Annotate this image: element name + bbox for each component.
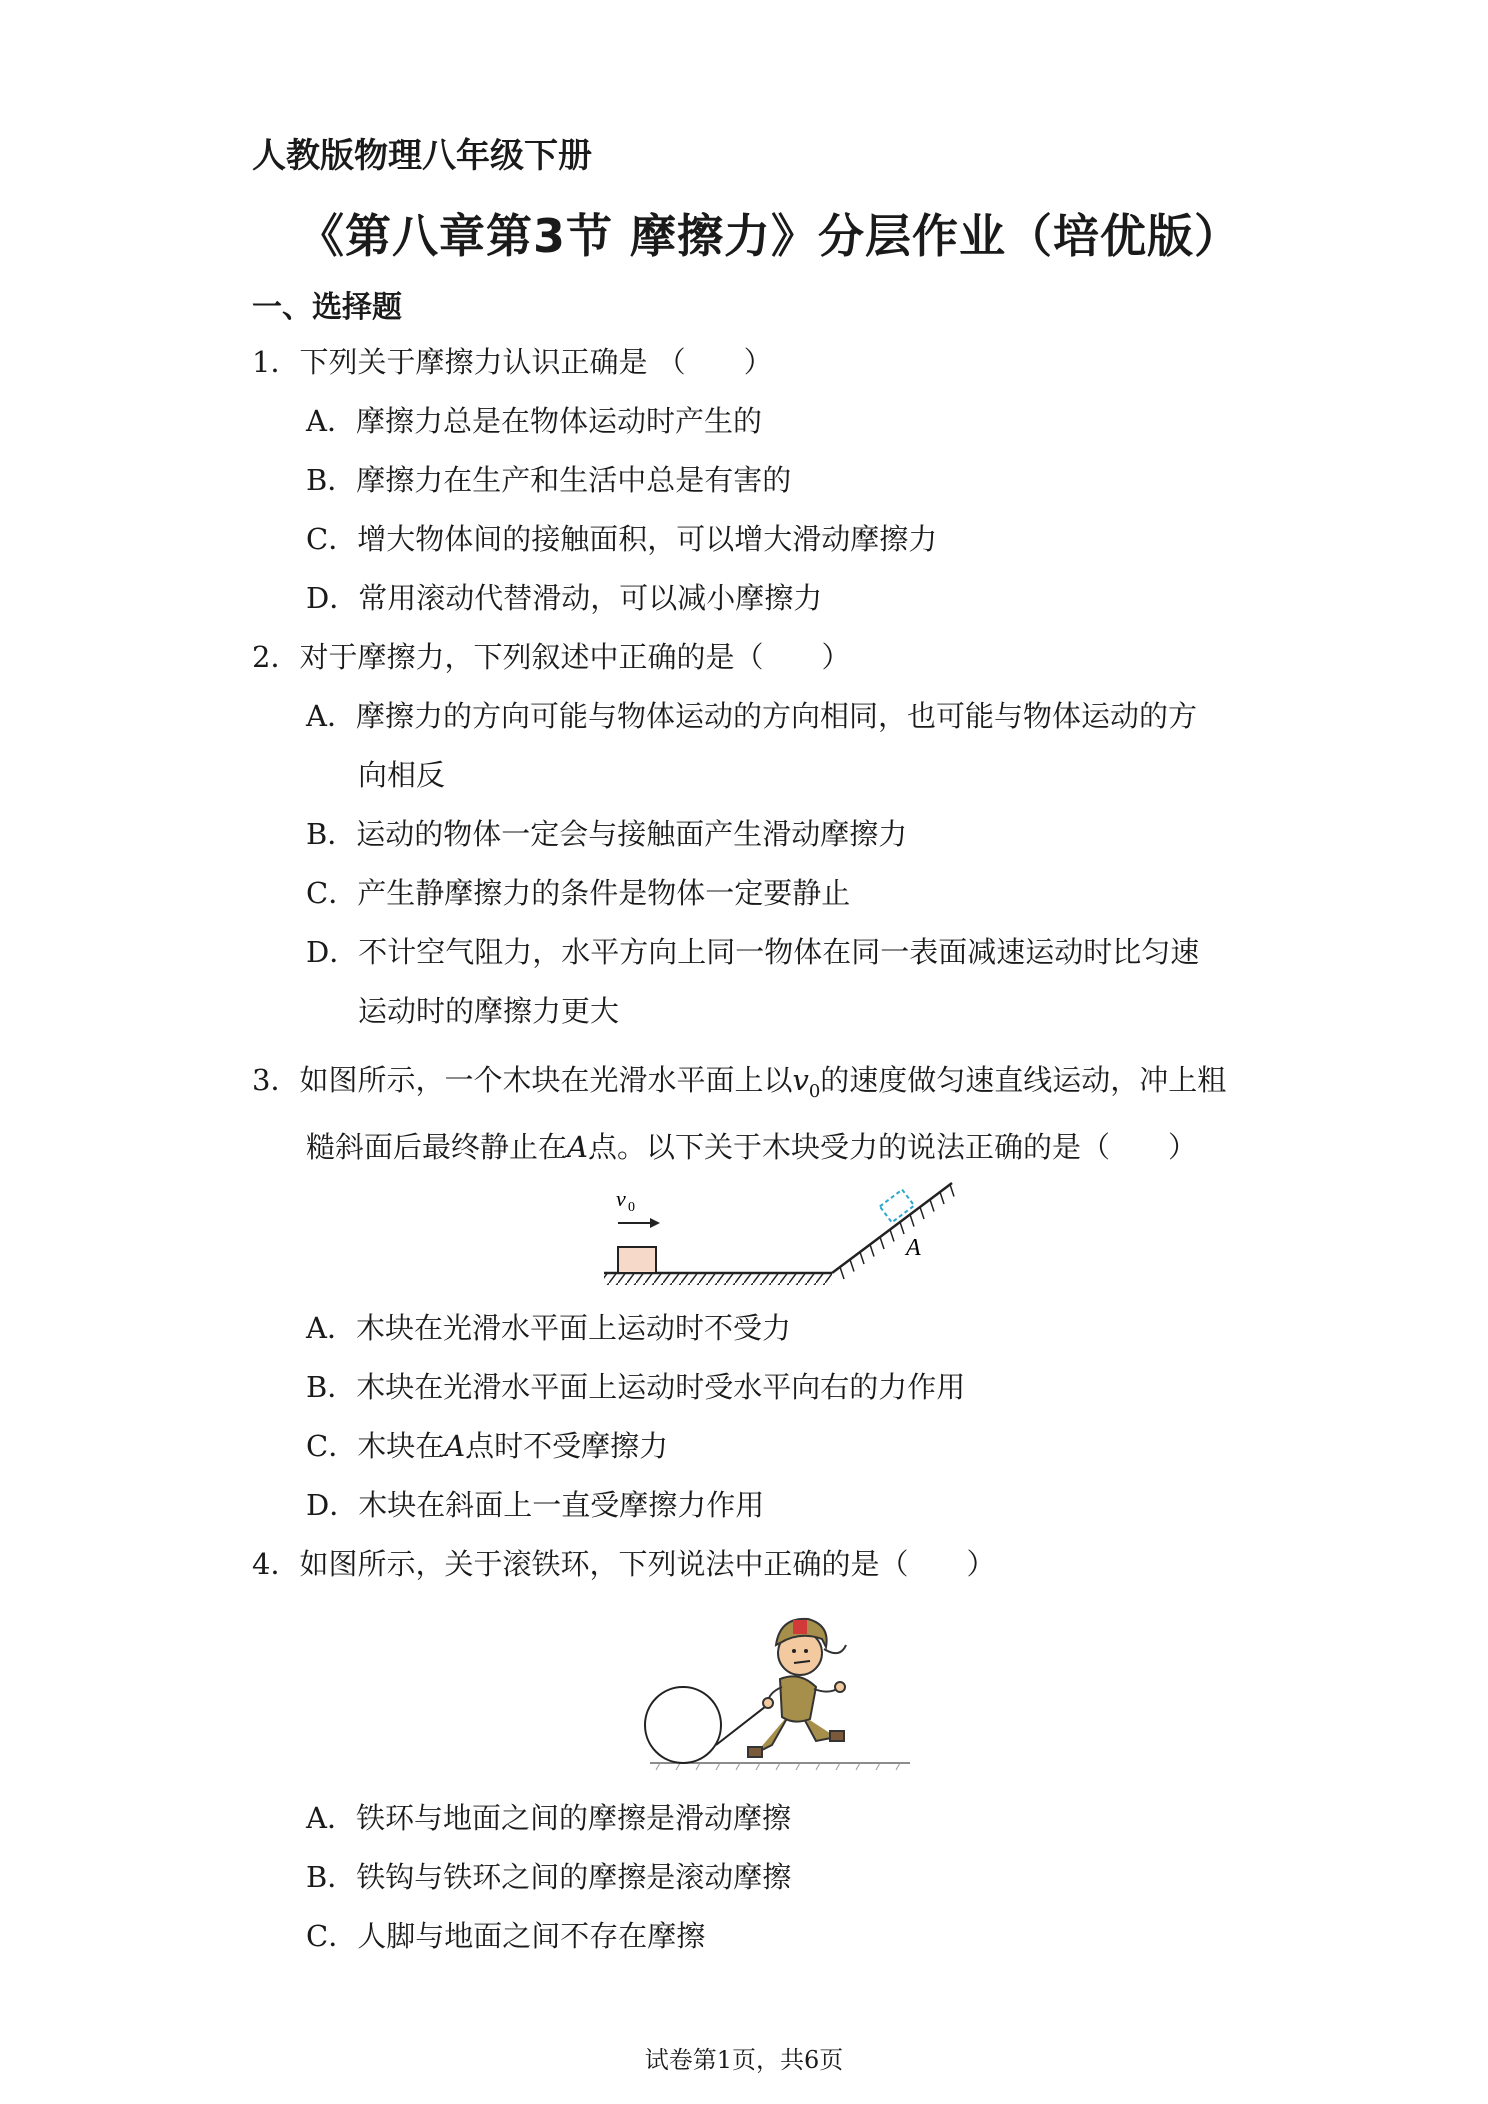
boy-eye <box>792 1649 796 1653</box>
question-1-option-c: C．增大物体间的接触面积，可以增大滑动摩擦力 <box>306 522 938 556</box>
question-1-option-b: B．摩擦力在生产和生活中总是有害的 <box>306 463 792 497</box>
stem-text: 的速度做匀速直线运动，冲上粗 <box>820 1063 1227 1097</box>
question-2-option-d-cont: 运动时的摩擦力更大 <box>358 994 620 1028</box>
book-header: 人教版物理八年级下册 <box>252 136 592 176</box>
question-3-option-a: A．木块在光滑水平面上运动时不受力 <box>306 1311 791 1345</box>
stem-text: 3．如图所示，一个木块在光滑水平面上以 <box>252 1063 793 1097</box>
question-4-stem: 4．如图所示，关于滚铁环，下列说法中正确的是（ ） <box>252 1547 996 1581</box>
incline-figure <box>600 1175 960 1295</box>
question-3-stem-line1 <box>252 1058 1226 1102</box>
iron-hoop <box>645 1687 721 1763</box>
question-1-stem: 1．下列关于摩擦力认识正确是 （ ） <box>252 345 773 379</box>
question-1-option-d: D．常用滚动代替滑动，可以减小摩擦力 <box>306 581 823 615</box>
page-title: 《第八章第3节 摩擦力》分层作业（培优版） <box>298 209 1242 263</box>
question-4-option-b: B．铁钩与铁环之间的摩擦是滚动摩擦 <box>306 1860 792 1894</box>
incline-hatch <box>840 1185 954 1280</box>
velocity-symbol: v <box>792 1063 809 1097</box>
point-label: A <box>444 1429 466 1463</box>
question-2-option-c: C．产生静摩擦力的条件是物体一定要静止 <box>306 876 851 910</box>
figure-a-label: A <box>906 1235 921 1261</box>
question-2-option-b: B．运动的物体一定会与接触面产生滑动摩擦力 <box>306 817 908 851</box>
stem-text: 糙斜面后最终静止在 <box>306 1130 568 1164</box>
section-heading: 一、选择题 <box>252 290 402 325</box>
figure-v-subscript: 0 <box>628 1200 635 1215</box>
dashed-block-at-a <box>880 1190 914 1223</box>
iron-hook <box>716 1703 770 1745</box>
question-3-option-c <box>306 1424 668 1465</box>
question-3-option-b: B．木块在光滑水平面上运动时受水平向右的力作用 <box>306 1370 966 1404</box>
page-footer: 试卷第1页，共6页 <box>644 2046 844 2074</box>
velocity-arrowhead <box>650 1218 660 1228</box>
point-label: A <box>567 1130 588 1164</box>
wood-block <box>618 1247 656 1273</box>
question-2-stem: 2．对于摩擦力，下列叙述中正确的是（ ） <box>252 640 851 674</box>
question-2-option-a: A．摩擦力的方向可能与物体运动的方向相同，也可能与物体运动的方 <box>306 699 1197 733</box>
question-3-option-d: D．木块在斜面上一直受摩擦力作用 <box>306 1488 765 1522</box>
boy-figure <box>748 1619 846 1757</box>
question-4-option-c: C．人脚与地面之间不存在摩擦 <box>306 1919 706 1953</box>
question-1-option-a: A．摩擦力总是在物体运动时产生的 <box>306 404 762 438</box>
ground-hatch <box>604 1274 832 1285</box>
stem-text: 点。以下关于木块受力的说法正确的是（ ） <box>587 1130 1197 1164</box>
question-4-option-a: A．铁环与地面之间的摩擦是滑动摩擦 <box>306 1801 791 1835</box>
figure-v-label: v <box>616 1186 626 1211</box>
option-text: C．木块在 <box>306 1429 445 1463</box>
hoop-rolling-illustration <box>640 1595 920 1775</box>
boy-eye <box>804 1649 808 1653</box>
option-text: 点时不受摩擦力 <box>465 1429 669 1463</box>
question-2-option-a-cont: 向相反 <box>358 758 446 792</box>
question-3-stem-line2 <box>306 1125 1197 1166</box>
question-2-option-d: D．不计空气阻力，水平方向上同一物体在同一表面减速运动时比匀速 <box>306 935 1200 969</box>
velocity-subscript: 0 <box>808 1080 821 1102</box>
